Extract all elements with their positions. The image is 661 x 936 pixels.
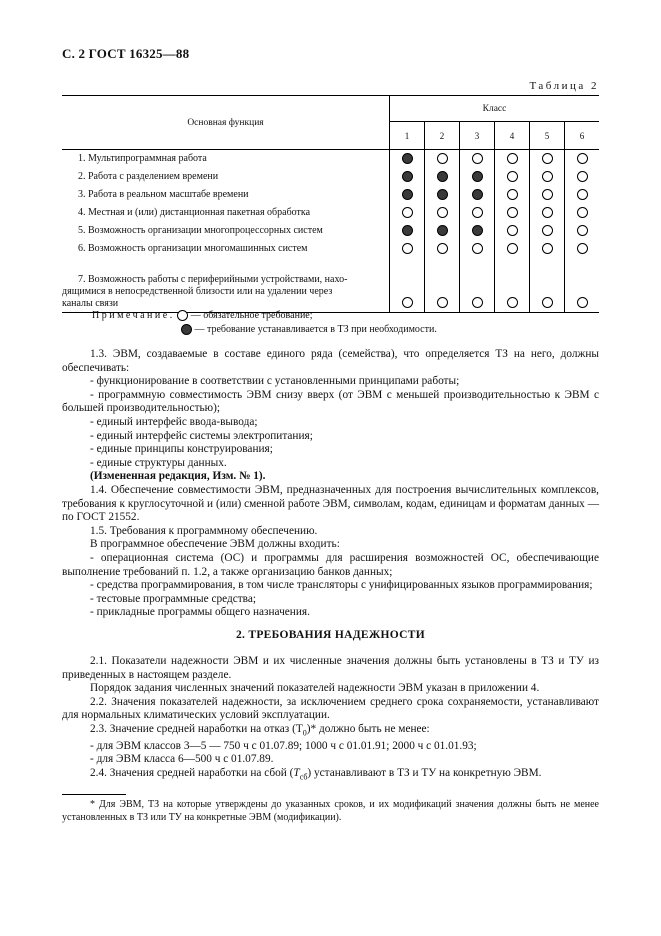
class-cell bbox=[495, 222, 530, 240]
row-label: 3. Работа в реальном масштабе времени bbox=[62, 186, 390, 204]
class-number: 2 bbox=[425, 122, 460, 150]
paragraph: 1.4. Обеспечение совместимости ЭВМ, предназначенных для построения вычислительных комплексов, требования к круглосуточной и (или) сменной работе ЭВМ, символам, кодам, единицам и форматам данных — по ГОСТ 21552. bbox=[62, 483, 599, 524]
empty-circle-icon bbox=[472, 153, 483, 164]
empty-circle-icon bbox=[507, 225, 518, 236]
list-item: - единые принципы конструирования; bbox=[90, 443, 273, 456]
paragraph: Порядок задания численных значений показателей надежности ЭВМ указан в приложении 4. bbox=[90, 682, 540, 695]
table-row bbox=[62, 168, 599, 186]
class-cell bbox=[565, 186, 600, 204]
class-cell bbox=[390, 204, 425, 222]
class-cell bbox=[390, 222, 425, 240]
filled-circle-icon bbox=[437, 225, 448, 236]
empty-circle-icon bbox=[542, 171, 553, 182]
list-item: - для ЭВМ класса 6—500 ч с 01.07.89. bbox=[90, 753, 274, 766]
class-cell bbox=[425, 258, 460, 313]
class-cell bbox=[390, 258, 425, 313]
row-label: 1. Мультипрограммная работа bbox=[62, 150, 390, 169]
paragraph: 2.2. Значения показателей надежности, за исключением среднего срока сохраняемости, устанавливают для нормальных климатических условий эксплуатации. bbox=[62, 695, 599, 722]
class-cell bbox=[495, 204, 530, 222]
class-number: 6 bbox=[565, 122, 600, 150]
empty-circle-icon bbox=[472, 297, 483, 308]
paragraph: 2.1. Показатели надежности ЭВМ и их численные значения должны быть установлены в ТЗ и ТУ из приведенных в настоящем разделе. bbox=[62, 655, 599, 681]
filled-circle-icon bbox=[181, 324, 192, 335]
footnote: * Для ЭВМ, ТЗ на которые утверждены до указанных сроков, и их модификаций значения должны быть не менее установленных в ТЗ или ТУ на конкретные ЭВМ (модификации). bbox=[62, 799, 599, 823]
empty-circle-icon bbox=[437, 207, 448, 218]
list-item: - функционирование в соответствии с установленными принципами работы; bbox=[90, 375, 460, 388]
table-row bbox=[62, 222, 599, 240]
list-item: - прикладные программы общего назначения. bbox=[90, 606, 310, 619]
empty-circle-icon bbox=[577, 243, 588, 254]
class-cell bbox=[460, 204, 495, 222]
class-cell bbox=[530, 204, 565, 222]
page-header: С. 2 ГОСТ 16325—88 bbox=[62, 46, 190, 61]
empty-circle-icon bbox=[402, 297, 413, 308]
empty-circle-icon bbox=[542, 225, 553, 236]
table-row bbox=[62, 240, 599, 258]
class-cell bbox=[495, 150, 530, 169]
empty-circle-icon bbox=[542, 207, 553, 218]
list-item: - операционная система (ОС) и программы для расширения возможностей ОС, обеспечивающие выполнение требований п. 1.2, а также организацию банков данных; bbox=[62, 551, 599, 578]
class-column-header: Класс bbox=[390, 96, 600, 122]
empty-circle-icon bbox=[472, 243, 483, 254]
list-item: - для ЭВМ классов 3—5 — 750 ч с 01.07.89; 1000 ч с 01.01.91; 2000 ч с 01.01.93; bbox=[90, 739, 477, 752]
list-item: - средства программирования, в том числе трансляторы с унифицированных языков программирования; bbox=[90, 579, 593, 592]
class-cell bbox=[390, 150, 425, 169]
class-cell bbox=[460, 168, 495, 186]
class-cell bbox=[390, 186, 425, 204]
filled-circle-icon bbox=[402, 225, 413, 236]
note-item-optional: — требование устанавливается в ТЗ при необходимости. bbox=[194, 324, 437, 335]
class-cell bbox=[425, 240, 460, 258]
empty-circle-icon bbox=[577, 171, 588, 182]
note-item-required: — обязательное требование; bbox=[190, 310, 313, 321]
empty-circle-icon bbox=[542, 189, 553, 200]
filled-circle-icon bbox=[472, 189, 483, 200]
empty-circle-icon bbox=[437, 297, 448, 308]
empty-circle-icon bbox=[402, 243, 413, 254]
class-number: 1 bbox=[390, 122, 425, 150]
class-cell bbox=[390, 240, 425, 258]
filled-circle-icon bbox=[402, 171, 413, 182]
filled-circle-icon bbox=[437, 171, 448, 182]
class-cell bbox=[390, 168, 425, 186]
empty-circle-icon bbox=[542, 243, 553, 254]
class-cell bbox=[530, 240, 565, 258]
class-cell bbox=[460, 186, 495, 204]
table-row bbox=[62, 150, 599, 169]
class-cell bbox=[565, 204, 600, 222]
paragraph: 2.4. Значения средней наработки на сбой $(Т_{сб})$ устанавливают в ТЗ и ТУ на конкретную ЭВМ. bbox=[90, 767, 542, 782]
class-cell bbox=[460, 258, 495, 313]
empty-circle-icon bbox=[577, 189, 588, 200]
class-cell bbox=[425, 186, 460, 204]
class-cell bbox=[460, 150, 495, 169]
empty-circle-icon bbox=[507, 171, 518, 182]
class-cell bbox=[425, 222, 460, 240]
empty-circle-icon bbox=[472, 207, 483, 218]
class-cell bbox=[425, 168, 460, 186]
class-cell bbox=[530, 258, 565, 313]
body-section-2 bbox=[62, 655, 599, 784]
filled-circle-icon bbox=[472, 225, 483, 236]
class-cell bbox=[530, 186, 565, 204]
requirements-table bbox=[62, 95, 599, 313]
row-label: 4. Местная и (или) дистанционная пакетная обработка bbox=[62, 204, 390, 222]
row-label: 7. Возможность работы с периферийными устройствами, нахо- дящимися в непосредственной близости или на удалении через каналы связи bbox=[62, 258, 390, 313]
list-item: - программную совместимость ЭВМ снизу вверх (от ЭВМ с меньшей производительностью к ЭВМ с большей производительностью); bbox=[62, 388, 599, 415]
empty-circle-icon bbox=[437, 153, 448, 164]
footnote-divider bbox=[62, 794, 126, 795]
amendment-note: (Измененная редакция, Изм. № 1). bbox=[90, 470, 266, 483]
empty-circle-icon bbox=[577, 225, 588, 236]
class-cell bbox=[425, 150, 460, 169]
paragraph: В программное обеспечение ЭВМ должны входить: bbox=[90, 538, 340, 551]
class-cell bbox=[495, 168, 530, 186]
table-caption: Таблица 2 bbox=[529, 80, 599, 92]
class-number: 5 bbox=[530, 122, 565, 150]
class-cell bbox=[460, 222, 495, 240]
class-cell bbox=[565, 240, 600, 258]
row-label: 6. Возможность организации многомашинных систем bbox=[62, 240, 390, 258]
empty-circle-icon bbox=[507, 243, 518, 254]
empty-circle-icon bbox=[542, 297, 553, 308]
class-cell bbox=[460, 240, 495, 258]
list-item: - тестовые программные средства; bbox=[90, 592, 257, 605]
filled-circle-icon bbox=[472, 171, 483, 182]
note-label: Примечание. bbox=[92, 310, 175, 321]
class-cell bbox=[495, 240, 530, 258]
table-note bbox=[92, 309, 437, 337]
class-cell bbox=[530, 150, 565, 169]
filled-circle-icon bbox=[402, 153, 413, 164]
class-cell bbox=[530, 168, 565, 186]
empty-circle-icon bbox=[437, 243, 448, 254]
list-item: - единый интерфейс ввода-вывода; bbox=[90, 415, 258, 428]
paragraph: 1.5. Требования к программному обеспечению. bbox=[90, 524, 318, 537]
empty-circle-icon bbox=[542, 153, 553, 164]
filled-circle-icon bbox=[437, 189, 448, 200]
empty-circle-icon bbox=[507, 153, 518, 164]
class-cell bbox=[530, 222, 565, 240]
class-cell bbox=[565, 258, 600, 313]
table-row bbox=[62, 186, 599, 204]
row-label: 2. Работа с разделением времени bbox=[62, 168, 390, 186]
class-number: 3 bbox=[460, 122, 495, 150]
class-cell bbox=[565, 168, 600, 186]
empty-circle-icon bbox=[577, 207, 588, 218]
empty-circle-icon bbox=[507, 297, 518, 308]
class-cell bbox=[565, 222, 600, 240]
paragraph: 1.3. ЭВМ, создаваемые в составе единого ряда (семейства), что определяется ТЗ на него, должны обеспечивать: bbox=[62, 348, 599, 374]
function-column-header: Основная функция bbox=[62, 96, 390, 150]
table-row bbox=[62, 204, 599, 222]
empty-circle-icon bbox=[577, 297, 588, 308]
class-cell bbox=[425, 204, 460, 222]
class-number: 4 bbox=[495, 122, 530, 150]
section-title: 2. ТРЕБОВАНИЯ НАДЕЖНОСТИ bbox=[235, 629, 425, 641]
list-item: - единый интерфейс системы электропитания; bbox=[90, 429, 313, 442]
class-cell bbox=[495, 186, 530, 204]
empty-circle-icon bbox=[402, 207, 413, 218]
empty-circle-icon bbox=[577, 153, 588, 164]
filled-circle-icon bbox=[402, 189, 413, 200]
list-item: - единые структуры данных. bbox=[90, 456, 227, 469]
paragraph: 2.3. Значение средней наработки на отказ $(Т_0)*$ должно быть не менее: bbox=[90, 722, 430, 738]
class-cell bbox=[495, 258, 530, 313]
class-cell bbox=[565, 150, 600, 169]
empty-circle-icon bbox=[507, 207, 518, 218]
empty-circle-icon bbox=[177, 310, 188, 321]
row-label: 5. Возможность организации многопроцессорных систем bbox=[62, 222, 390, 240]
empty-circle-icon bbox=[507, 189, 518, 200]
body-section-1 bbox=[62, 348, 599, 620]
table-row bbox=[62, 258, 599, 313]
